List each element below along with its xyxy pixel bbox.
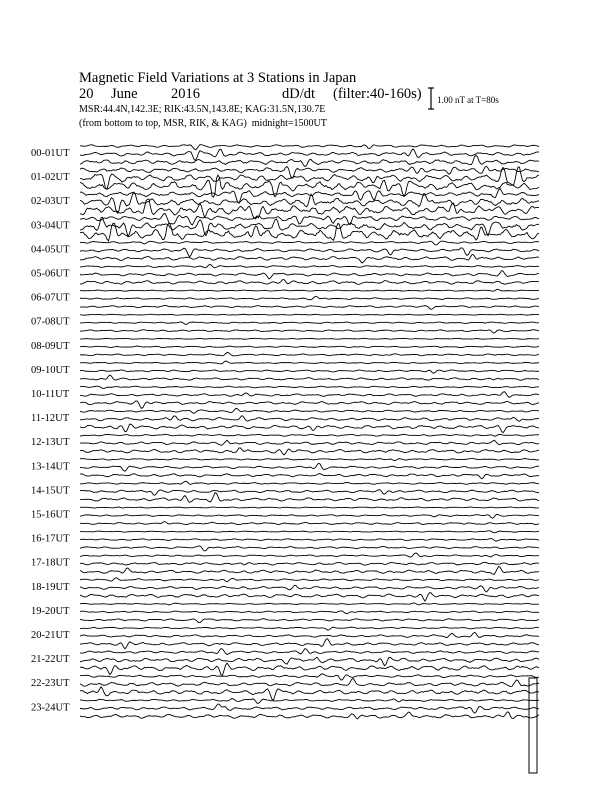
trace-kag-20-21UT [80, 627, 539, 630]
trace-kag-13-14UT [80, 459, 539, 461]
trace-msr-06-07UT [80, 305, 539, 309]
trace-rik-12-13UT [80, 440, 539, 445]
trace-msr-04-05UT [80, 254, 539, 263]
trace-rik-23-24UT [80, 704, 539, 713]
trace-msr-00-01UT [80, 155, 539, 166]
midnight-note: midnight=1500UT [251, 118, 327, 129]
row-label: 08-09UT [31, 340, 70, 352]
chart-title: Magnetic Field Variations at 3 Stations in Japan [79, 70, 357, 86]
trace-kag-12-13UT [80, 434, 539, 436]
trace-rik-07-08UT [80, 322, 539, 325]
trace-msr-09-10UT [80, 375, 539, 380]
row-label: 06-07UT [31, 292, 70, 304]
trace-rik-13-14UT [80, 463, 539, 471]
date-day: 20 [79, 86, 94, 102]
trace-kag-10-11UT [80, 386, 539, 388]
trace-kag-23-24UT [80, 699, 539, 704]
row-label: 21-22UT [31, 654, 70, 666]
trace-msr-11-12UT [80, 424, 539, 432]
trace-msr-17-18UT [80, 566, 539, 574]
scale-bar [428, 88, 434, 109]
row-label: 03-04UT [31, 220, 70, 232]
trace-rik-09-10UT [80, 370, 539, 373]
trace-msr-21-22UT [80, 663, 539, 675]
trace-msr-01-02UT [80, 175, 539, 197]
trace-kag-09-10UT [80, 361, 539, 364]
trace-msr-08-09UT [80, 352, 539, 355]
trace-kag-03-04UT [80, 213, 539, 224]
row-label: 00-01UT [31, 148, 70, 159]
trace-kag-08-09UT [80, 338, 539, 339]
trace-rik-11-12UT [80, 416, 539, 422]
trace-msr-22-23UT [80, 687, 539, 700]
trace-rik-15-16UT [80, 514, 539, 518]
trace-msr-05-06UT [80, 280, 539, 285]
date-month: June [111, 86, 138, 102]
row-label: 07-08UT [31, 316, 70, 328]
trace-msr-20-21UT [80, 639, 539, 649]
row-label: 20-21UT [31, 630, 70, 641]
row-label: 02-03UT [31, 196, 70, 208]
trace-msr-15-16UT [80, 522, 539, 525]
trace-rik-00-01UT [80, 149, 539, 160]
trace-msr-03-04UT [80, 223, 539, 241]
trace-kag-19-20UT [80, 603, 539, 605]
end-marker [529, 678, 537, 773]
trace-rik-18-19UT [80, 585, 539, 592]
trace-kag-11-12UT [80, 408, 539, 413]
row-label: 05-06UT [31, 268, 70, 280]
row-label: 12-13UT [31, 437, 70, 449]
trace-msr-14-15UT [80, 493, 539, 503]
row-label: 17-18UT [31, 557, 70, 569]
trace-rik-04-05UT [80, 248, 539, 257]
trace-rik-14-15UT [80, 490, 539, 495]
filter-label: (filter:40-160s) [333, 86, 422, 102]
row-label: 10-11UT [31, 389, 70, 400]
trace-kag-17-18UT [80, 553, 539, 557]
row-label: 09-10UT [31, 364, 70, 376]
trace-kag-04-05UT [80, 241, 539, 245]
row-label: 23-24UT [31, 702, 70, 714]
trace-kag-18-19UT [80, 578, 539, 582]
row-label: 19-20UT [31, 605, 70, 617]
scale-bar-label: 1.00 nT at T=80s [437, 95, 499, 105]
trace-kag-02-03UT [80, 188, 539, 203]
row-label: 11-12UT [31, 413, 70, 425]
trace-msr-10-11UT [80, 401, 539, 408]
trace-msr-12-13UT [80, 448, 539, 455]
trace-rik-10-11UT [80, 392, 539, 398]
row-label: 14-15UT [31, 485, 70, 497]
row-label: 15-16UT [31, 509, 70, 521]
trace-kag-05-06UT [80, 265, 539, 268]
trace-rik-21-22UT [80, 657, 539, 666]
trace-rik-06-07UT [80, 296, 539, 299]
traces [80, 145, 539, 773]
trace-msr-07-08UT [80, 330, 539, 333]
date-year: 2016 [171, 86, 200, 102]
trace-kag-01-02UT [80, 166, 539, 178]
trace-msr-16-17UT [80, 546, 539, 551]
trace-kag-07-08UT [80, 314, 539, 315]
trace-kag-14-15UT [80, 481, 539, 484]
row-label: 13-14UT [31, 461, 70, 473]
quantity-label: dD/dt [282, 86, 316, 102]
trace-rik-22-23UT [80, 678, 539, 686]
trace-msr-23-24UT [80, 712, 539, 719]
row-label: 01-02UT [31, 172, 70, 184]
trace-msr-19-20UT [80, 619, 539, 623]
trace-rik-08-09UT [80, 346, 539, 347]
trace-rik-19-20UT [80, 611, 539, 614]
row-label: 18-19UT [31, 581, 70, 593]
trace-kag-00-01UT [80, 145, 539, 150]
row-label: 16-17UT [31, 533, 70, 545]
trace-kag-16-17UT [80, 531, 539, 533]
row-label: 22-23UT [31, 678, 70, 690]
trace-kag-06-07UT [80, 289, 539, 291]
trace-rik-16-17UT [80, 539, 539, 541]
trace-kag-21-22UT [80, 649, 539, 655]
order-note: (from bottom to top, MSR, RIK, & KAG) [79, 118, 247, 129]
trace-rik-05-06UT [80, 271, 539, 279]
trace-msr-13-14UT [80, 474, 539, 479]
trace-msr-18-19UT [80, 593, 539, 601]
trace-rik-20-21UT [80, 632, 539, 637]
trace-kag-22-23UT [80, 674, 539, 680]
station-coordinates: MSR:44.4N,142.3E; RIK:43.5N,143.8E; KAG:31.5N,130.7E [79, 104, 326, 115]
row-label: 04-05UT [31, 244, 70, 256]
trace-kag-15-16UT [80, 507, 539, 508]
row-labels [31, 148, 70, 713]
trace-rik-17-18UT [80, 562, 539, 565]
